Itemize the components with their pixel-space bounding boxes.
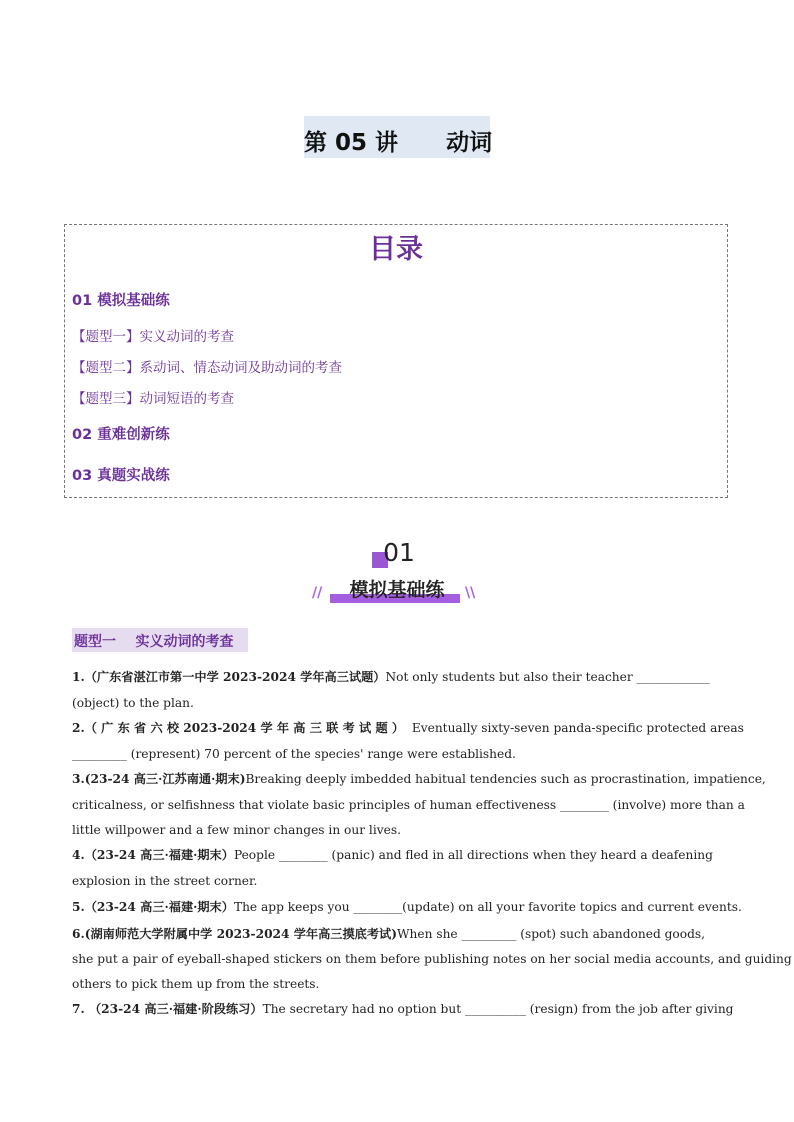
- right-slash-decoration: \\: [465, 585, 476, 601]
- page-title: 第 05 讲 动词: [304, 130, 493, 156]
- title-highlight: [304, 116, 493, 158]
- question-1-line-2: [72, 695, 724, 711]
- toc-section-02[interactable]: 02 重难创新练: [72, 427, 170, 443]
- question-text: others to pick them up from the streets.: [72, 977, 320, 991]
- question-1-line-1: [72, 669, 724, 685]
- question-text: (object) to the plan.: [72, 696, 194, 710]
- question-source: 3.(23-24 高三·江苏南通·期末): [72, 772, 246, 786]
- toc-item-type-3[interactable]: 【题型三】动词短语的考查: [72, 391, 234, 407]
- question-text: Not only students but also their teacher ____________: [385, 670, 710, 684]
- left-slash-decoration: //: [312, 585, 323, 601]
- question-2-line-1: [72, 720, 744, 736]
- question-type-heading: [72, 628, 248, 652]
- question-7-line-1: [72, 1001, 734, 1017]
- toc-section-01[interactable]: 01 模拟基础练: [72, 293, 170, 309]
- question-text: criticalness, or selfishness that violate basic principles of human effectiveness ________ (involve) more than a: [72, 798, 745, 812]
- question-text: Eventually sixty-seven panda-specific protected areas: [411, 721, 744, 735]
- question-4-line-1: [72, 847, 724, 863]
- toc-item-type-1[interactable]: 【题型一】实义动词的考查: [72, 329, 234, 345]
- question-2-line-2: [72, 746, 724, 762]
- toc-heading: 目录: [369, 234, 423, 265]
- question-6-line-3: [72, 976, 724, 992]
- toc-section-03[interactable]: 03 真题实战练: [72, 468, 170, 484]
- table-of-contents: [64, 224, 728, 498]
- question-text: explosion in the street corner.: [72, 874, 258, 888]
- question-text: When she _________ (spot) such abandoned goods,: [397, 927, 706, 941]
- section-number: 01: [383, 538, 415, 567]
- question-source: 1.（广东省湛江市第一中学 2023-2024 学年高三试题）: [72, 670, 386, 684]
- question-source: 2.（ 广 东 省 六 校 2023-2024 学 年 高 三 联 考 试 题 ）: [72, 721, 405, 735]
- question-source: 7. （23-24 高三·福建·阶段练习）: [72, 1002, 263, 1016]
- question-type-label: 题型一 实义动词的考查: [74, 634, 234, 650]
- question-text: Breaking deeply imbedded habitual tendencies such as procrastination, impatience,: [245, 772, 766, 786]
- question-3-line-3: [72, 822, 724, 838]
- question-text: People ________ (panic) and fled in all directions when they heard a deafening: [233, 848, 713, 862]
- question-text: little willpower and a few minor changes in our lives.: [72, 823, 401, 837]
- question-text: The app keeps you ________(update) on all your favorite topics and current events.: [233, 900, 742, 914]
- question-source: 5.（23-24 高三·福建·期末）: [72, 900, 234, 914]
- question-source: 4.（23-24 高三·福建·期末）: [72, 848, 234, 862]
- question-text: _________ (represent) 70 percent of the species' range were established.: [72, 747, 516, 761]
- question-text: she put a pair of eyeball-shaped stickers on them before publishing notes on her social media accounts, and guiding: [72, 952, 792, 966]
- question-6-line-1: [72, 926, 724, 942]
- question-source: 6.(湖南师范大学附属中学 2023-2024 学年高三摸底考试): [72, 927, 398, 941]
- question-text: The secretary had no option but __________ (resign) from the job after giving: [262, 1002, 734, 1016]
- question-3-line-2: [72, 797, 745, 813]
- question-4-line-2: [72, 873, 724, 889]
- question-3-line-1: [72, 771, 766, 787]
- question-6-line-2: [72, 951, 792, 967]
- section-title: 模拟基础练: [349, 579, 445, 601]
- question-5-line-1: [72, 899, 742, 915]
- toc-item-type-2[interactable]: 【题型二】系动词、情态动词及助动词的考查: [72, 360, 342, 376]
